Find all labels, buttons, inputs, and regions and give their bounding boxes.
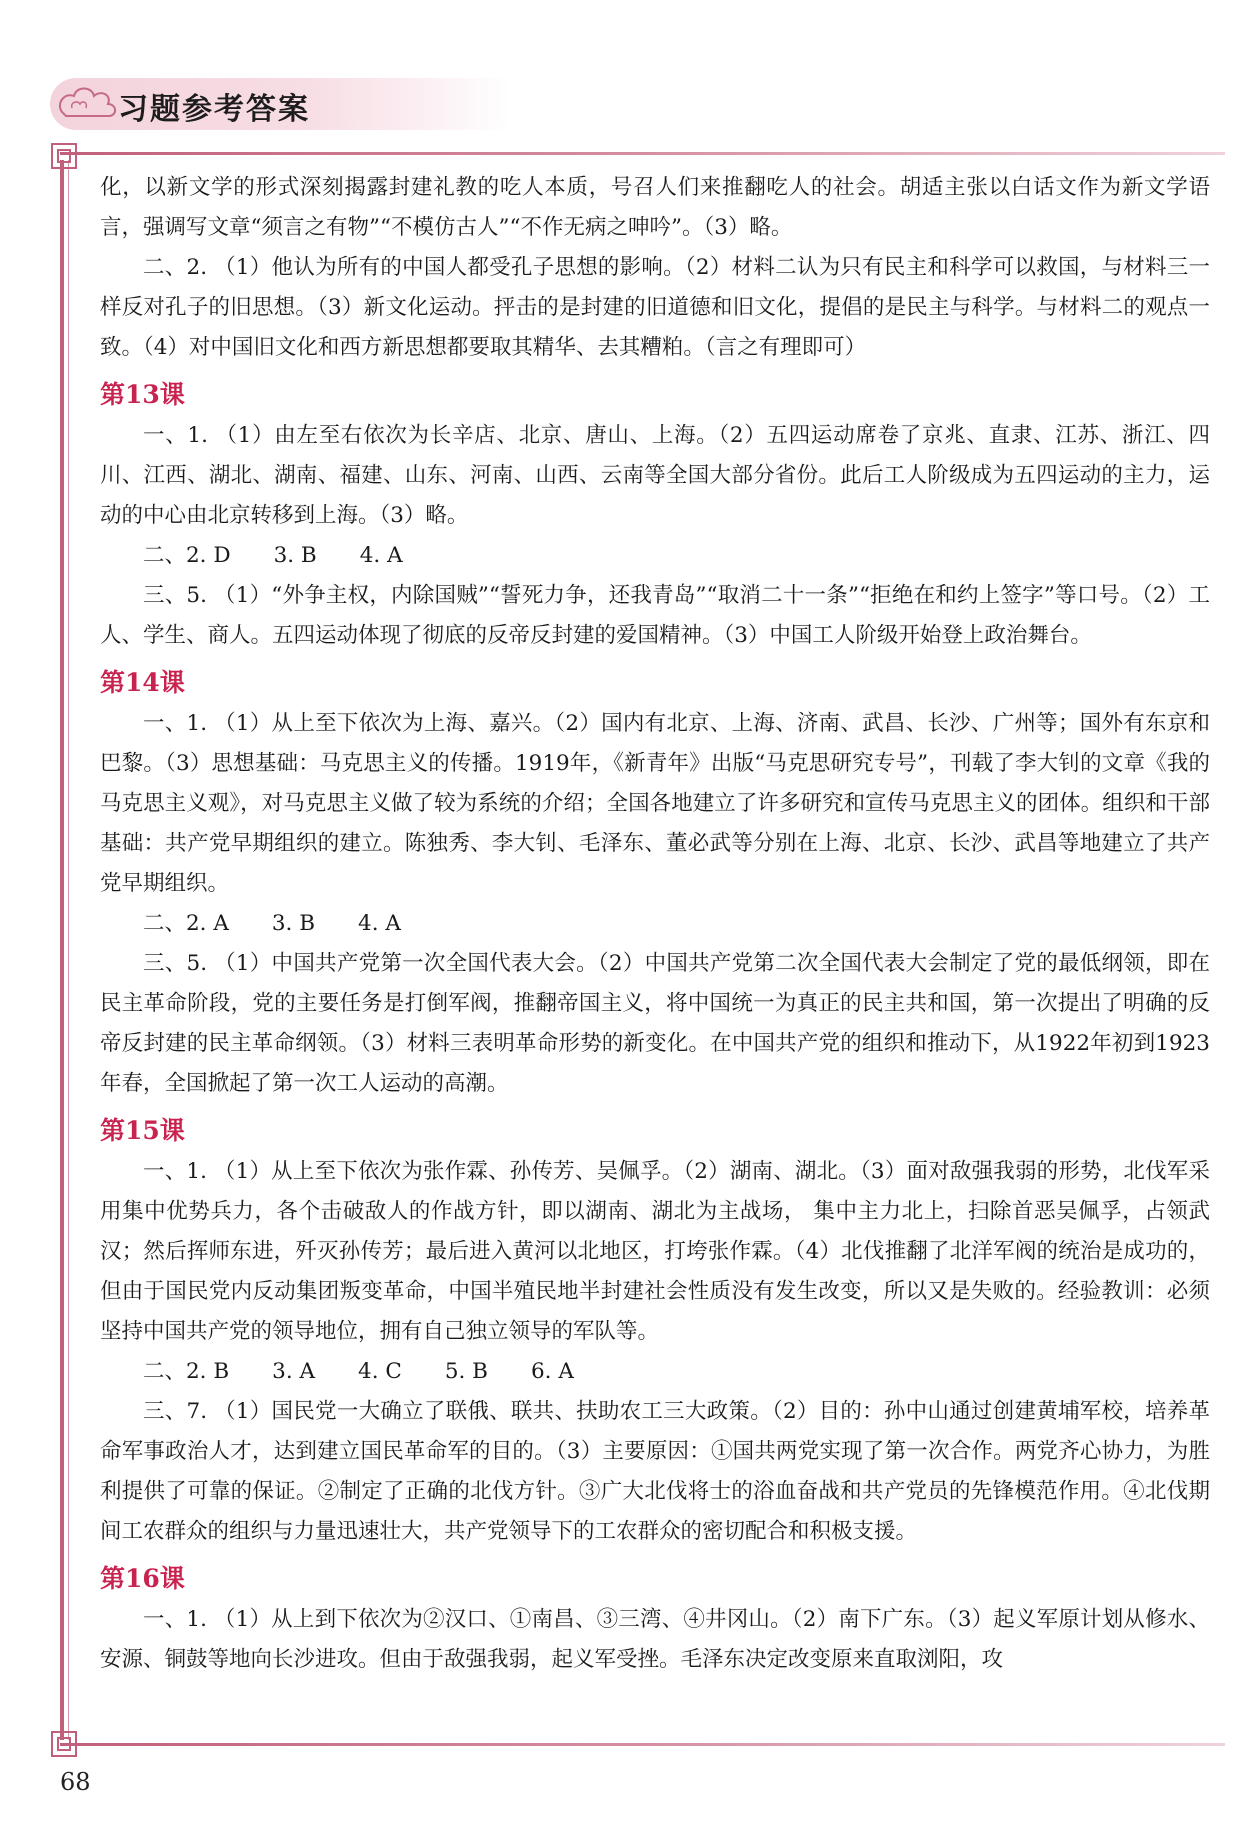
intro-paragraph: 二、2. （1）他认为所有的中国人都受孔子思想的影响。（2）材料二认为只有民主和科学可以救国，与材料三一样反对孔子的旧思想。（3）新文化运动。抨击的是封建的旧道德和旧文化，提倡的是民主与科学。与材料二的观点一致。（4）对中国旧文化和西方新思想都要取其精华、去其糟粕。（言之有理即可）: [100, 255, 1210, 360]
corner-ornament-icon: [50, 142, 78, 170]
frame-left-rule: [60, 160, 64, 1740]
lesson-16-title: 第16课: [100, 1564, 185, 1593]
frame-left-inner-rule: [68, 160, 69, 1740]
lesson-14-title: 第14课: [100, 668, 185, 697]
answer-paragraph: 一、1. （1）从上至下依次为上海、嘉兴。（2）国内有北京、上海、济南、武昌、长沙、广州等；国外有东京和巴黎。（3）思想基础：马克思主义的传播。1919年，《新青年》出版“马克思研究专号”，刊载了李大钊的文章《我的马克思主义观》，对马克思主义做了较为系统的介绍；全国各地建立了许多研究和宣传马克思主义的团体。组织和干部基础：共产党早期组织的建立。陈独秀、李大钊、毛泽东、董必武等分别在上海、北京、长沙、武昌等地建立了共产党早期组织。: [100, 711, 1210, 896]
intro-paragraph: 化，以新文学的形式深刻揭露封建礼教的吃人本质，号召人们来推翻吃人的社会。胡适主张以白话文作为新文学语言，强调写文章“须言之有物”“不模仿古人”“不作无病之呻吟”。（3）略。: [100, 175, 1210, 240]
frame-bottom-rule: [60, 1743, 1225, 1746]
page-header-title: 习题参考答案: [118, 92, 310, 127]
answer-paragraph: 二、2. B 3. A 4. C 5. B 6. A: [143, 1359, 574, 1384]
lesson-13-title: 第13课: [100, 380, 185, 409]
frame-top-rule: [60, 152, 1225, 155]
answer-content: [100, 168, 1210, 1680]
answer-paragraph: 一、1. （1）从上到下依次为②汉口、①南昌、③三湾、④井冈山。（2）南下广东。（3）起义军原计划从修水、安源、铜鼓等地向长沙进攻。但由于敌强我弱，起义军受挫。毛泽东决定改变原来直取浏阳，攻: [100, 1607, 1210, 1672]
lesson-15-title: 第15课: [100, 1116, 185, 1145]
answer-paragraph: 一、1. （1）从上至下依次为张作霖、孙传芳、吴佩孚。（2）湖南、湖北。（3）面对敌强我弱的形势，北伐军采用集中优势兵力，各个击破敌人的作战方针，即以湖南、湖北为主战场， 集中主力北上，扫除首恶吴佩孚，占领武汉；然后挥师东进，歼灭孙传芳；最后进入黄河以北地区，打垮张作霖。（4）北伐推翻了北洋军阀的统治是成功的，但由于国民党内反动集团叛变革命，中国半殖民地半封建社会性质没有发生改变，所以又是失败的。经验教训：必须坚持中国共产党的领导地位，拥有自己独立领导的军队等。: [100, 1159, 1210, 1344]
answer-paragraph: 三、7. （1）国民党一大确立了联俄、联共、扶助农工三大政策。（2）目的：孙中山通过创建黄埔军校，培养革命军事政治人才，达到建立国民革命军的目的。（3）主要原因：①国共两党实现了第一次合作。两党齐心协力，为胜利提供了可靠的保证。②制定了正确的北伐方针。③广大北伐将士的浴血奋战和共产党员的先锋模范作用。④北伐期间工农群众的组织与力量迅速壮大，共产党领导下的工农群众的密切配合和积极支援。: [100, 1399, 1210, 1544]
answer-paragraph: 三、5. （1）“外争主权，内除国贼”“誓死力争，还我青岛”“取消二十一条”“拒绝在和约上签字”等口号。（2）工人、学生、商人。五四运动体现了彻底的反帝反封建的爱国精神。（3）中国工人阶级开始登上政治舞台。: [100, 583, 1210, 648]
corner-ornament-icon: [50, 1730, 78, 1758]
answer-paragraph: 一、1. （1）由左至右依次为长辛店、北京、唐山、上海。（2）五四运动席卷了京兆、直隶、江苏、浙江、四川、江西、湖北、湖南、福建、山东、河南、山西、云南等全国大部分省份。此后工人阶级成为五四运动的主力，运动的中心由北京转移到上海。（3）略。: [100, 423, 1210, 528]
answer-paragraph: 二、2. D 3. B 4. A: [143, 543, 403, 568]
answer-paragraph: 三、5. （1）中国共产党第一次全国代表大会。（2）中国共产党第二次全国代表大会制定了党的最低纲领，即在民主革命阶段，党的主要任务是打倒军阀，推翻帝国主义，将中国统一为真正的民主共和国，第一次提出了明确的反帝反封建的民主革命纲领。（3）材料三表明革命形势的新变化。在中国共产党的组织和推动下，从1922年初到1923年春，全国掀起了第一次工人运动的高潮。: [100, 951, 1210, 1096]
answer-paragraph: 二、2. A 3. B 4. A: [143, 911, 401, 936]
page-number: 68: [60, 1768, 91, 1796]
